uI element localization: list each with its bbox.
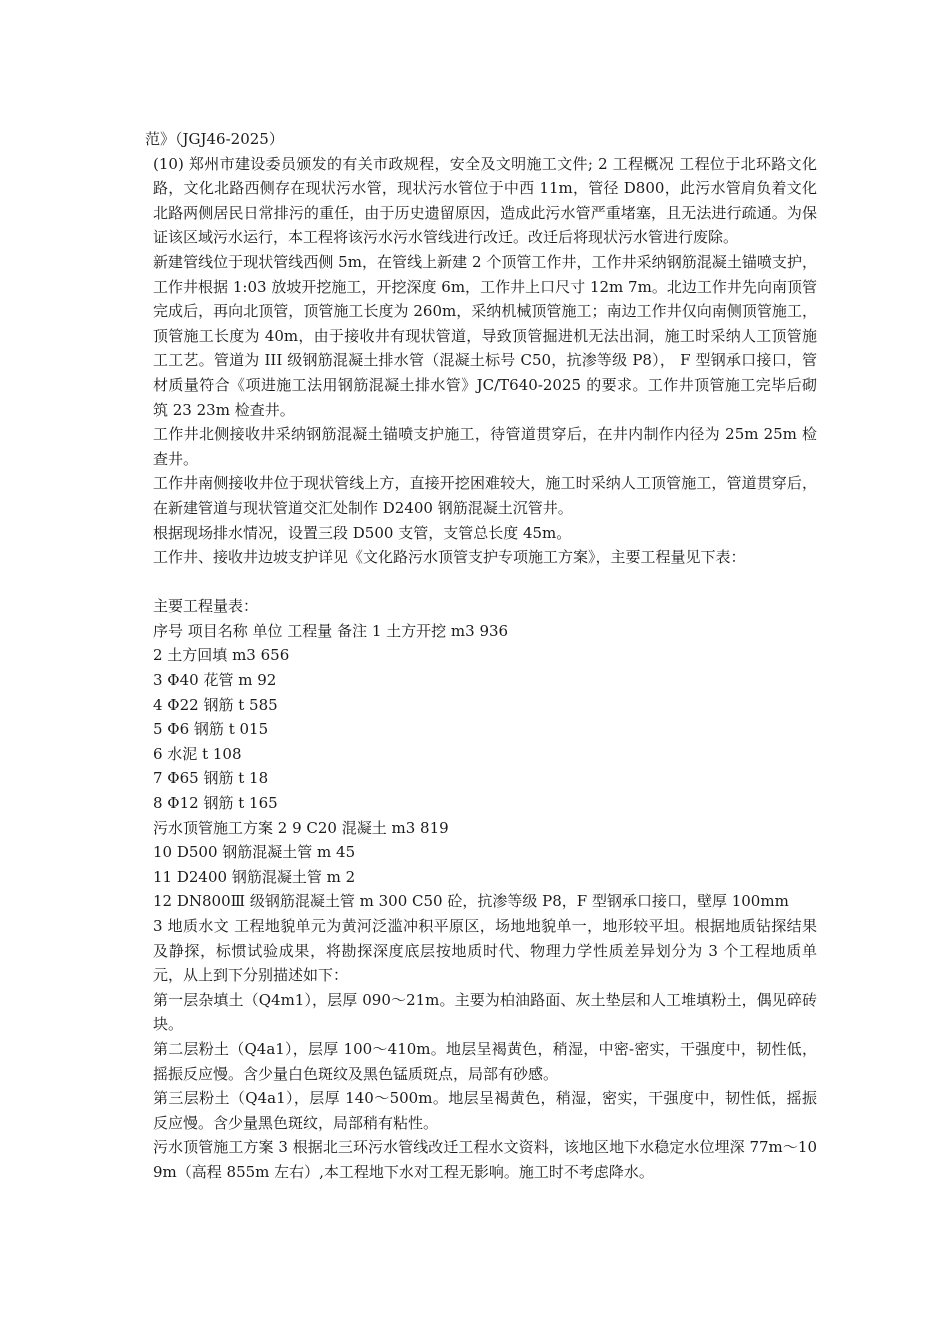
table-row: 污水顶管施工方案 2 9 C20 混凝土 m3 819 bbox=[153, 818, 449, 837]
table-row: 3 Φ40 花管 m 92 bbox=[153, 671, 277, 690]
quantity-table bbox=[145, 619, 817, 914]
table-row: 2 土方回填 m3 656 bbox=[153, 646, 290, 665]
blank-line bbox=[145, 570, 817, 595]
paragraph-north-receiving-well: 工作井北侧接收井采纳钢筋混凝土锚喷支护施工，待管道贯穿后，在井内制作内径为 25m 25m 检查井。 bbox=[153, 425, 817, 468]
document-body bbox=[145, 127, 817, 1185]
paragraph-project-overview: (10) 郑州市建设委员颁发的有关市政规程，安全及文明施工文件; 2 工程概况 工程位于北环路文化路，文化北路西侧存在现状污水管，现状污水管位于中西 11m，管径 D800，此污水管肩负着文化北路两侧居民日常排污的重任，由于历史遗留原因，造成此污水管严重堵塞，且无法进行疏通。为保证该区域污水运行，本工程将该污水污水管线进行改迁。改迁后将现状污水管进行废除。 bbox=[153, 154, 817, 247]
table-row: 12 DN800Ⅲ 级钢筋混凝土管 m 300 C50 砼，抗渗等级 P8，F 型钢承口接口，壁厚 100mm bbox=[153, 892, 789, 911]
table-row: 5 Φ6 钢筋 t 015 bbox=[153, 720, 269, 739]
table-row: 10 D500 钢筋混凝土管 m 45 bbox=[153, 843, 356, 862]
paragraph-layer-1: 第一层杂填土（Q4m1），层厚 090～21m。主要为柏油路面、灰土垫层和人工堆填粉土，偶见碎砖块。 bbox=[153, 990, 817, 1034]
table-row: 11 D2400 钢筋混凝土管 m 2 bbox=[153, 867, 356, 886]
quantity-table-title: 主要工程量表： bbox=[153, 597, 259, 616]
table-row: 7 Φ65 钢筋 t 18 bbox=[153, 769, 269, 788]
paragraph-layer-2: 第二层粉土（Q4a1），层厚 100～410m。地层呈褐黄色，稍湿，中密-密实，干强度中，韧性低，摇振反应慢。含少量白色斑纹及黑色锰质斑点，局部有砂感。 bbox=[153, 1039, 817, 1083]
paragraph-branch-pipes: 根据现场排水情况，设置三段 D500 支管，支管总长度 45m。 bbox=[153, 523, 572, 542]
table-row: 序号 项目名称 单位 工程量 备注 1 土方开挖 m3 936 bbox=[153, 621, 509, 640]
paragraph-slope-support: 工作井、接收井边坡支护详见《文化路污水顶管支护专项施工方案》，主要工程量见下表： bbox=[153, 548, 746, 567]
paragraph-geology-hydrology: 3 地质水文 工程地貌单元为黄河泛滥冲积平原区，场地地貌单一，地形较平坦。根据地质钻探结果及静探，标惯试验成果，将勘探深度底层按地质时代、物理力学性质差异划分为 3 个工程地质单元，从上到下分别描述如下： bbox=[153, 917, 817, 985]
table-row: 4 Φ22 钢筋 t 585 bbox=[153, 695, 278, 714]
table-row: 6 水泥 t 108 bbox=[153, 744, 242, 763]
paragraph-new-pipeline: 新建管线位于现状管线西侧 5m，在管线上新建 2 个顶管工作井，工作井采纳钢筋混凝土锚喷支护，工作井根据 1:03 放坡开挖施工，开挖深度 6m，工作井上口尺寸 12m 7m。北边工作井先向南顶管完成后，再向北顶管，顶管施工长度为 260m，采纳机械顶管施工；南边工作井仅向南侧顶管施工，顶管施工长度为 40m，由于接收井有现状管道，导致顶管掘进机无法出洞，施工时采纳人工顶管施工工艺。管道为 III 级钢筋混凝土排水管（混凝土标号 C50，抗渗等级 P8）， F 型钢承口接口，管材质量符合《项进施工法用钢筋混凝土排水管》JC/T640-2025 的要求。工作井顶管施工完毕后砌筑 23 23m 检查井。 bbox=[153, 252, 817, 419]
paragraph-standard-ref: 范》（JGJ46-2025） bbox=[145, 130, 284, 148]
paragraph-groundwater: 污水顶管施工方案 3 根据北三环污水管线改迁工程水文资料，该地区地下水稳定水位埋深 77m～109m（高程 855m 左右）,本工程地下水对工程无影响。施工时不考虑降水。 bbox=[153, 1138, 817, 1181]
paragraph-south-receiving-well: 工作井南侧接收井位于现状管线上方，直接开挖困难较大，施工时采纳人工顶管施工，管道贯穿后，在新建管道与现状管道交汇处制作 D2400 钢筋混凝土沉管井。 bbox=[153, 474, 817, 517]
table-row: 8 Φ12 钢筋 t 165 bbox=[153, 794, 278, 813]
paragraph-layer-3: 第三层粉土（Q4a1），层厚 140～500m。地层呈褐黄色，稍湿，密实，干强度中，韧性低，摇振反应慢。含少量黑色斑纹，局部稍有粘性。 bbox=[153, 1089, 817, 1132]
